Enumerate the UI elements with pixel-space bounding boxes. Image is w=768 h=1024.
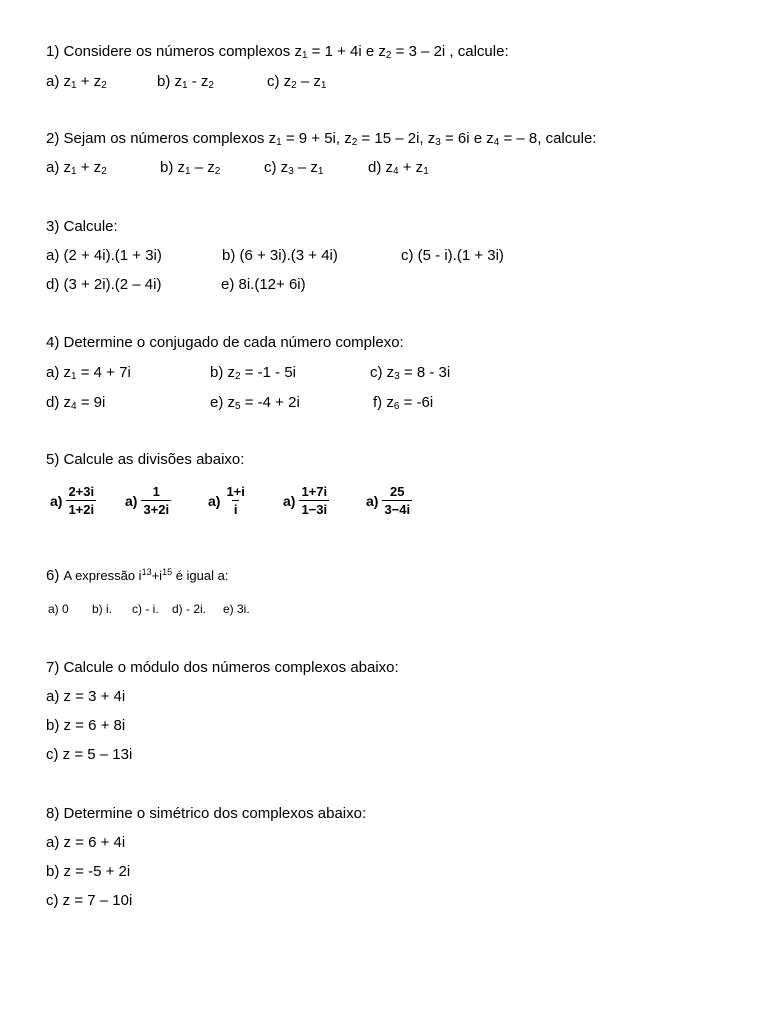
- fraction-denominator: 1+2i: [68, 502, 95, 517]
- q2-statement: 2) Sejam os números complexos $z_1 = 9 + 5i$, $z_2 = 15 - 2i$, $z_3 = 6i$ e $z_4$ = – 8, calcule:: [46, 130, 597, 148]
- q7-item-a: a) z = 3 + 4i: [46, 688, 126, 705]
- fraction-denominator: 1−3i: [301, 502, 328, 517]
- fraction-numerator: 1+7i: [301, 484, 328, 499]
- fraction-label: a): [366, 492, 379, 509]
- q2-item-c: c) $z_3 - z_1$: [264, 159, 324, 177]
- q3-item-e: e) 8i.(12+ 6i): [221, 276, 306, 293]
- q8-item-b: b) z = -5 + 2i: [46, 863, 131, 880]
- q1-item-c: c) $z_2 - z_1$: [267, 73, 327, 91]
- fraction-denominator: 3+2i: [143, 502, 170, 517]
- q4-item-d: d) $z_4 = 9i$: [46, 394, 106, 412]
- q7-title: 7) Calcule o módulo dos números complexos abaixo:: [46, 659, 399, 676]
- q6-option-e: e) 3i.: [223, 602, 250, 616]
- q5-fraction-3: [208, 484, 247, 517]
- q5-fraction-4: [283, 484, 329, 517]
- q1-item-a: a) $z_1 + z_2$: [46, 73, 107, 91]
- fraction-denominator: i: [233, 502, 238, 517]
- q5-title: 5) Calcule as divisões abaixo:: [46, 451, 245, 468]
- q4-item-f: f) $z_6 = -6i$: [373, 394, 434, 412]
- q2-item-a: a) $z_1 + z_2$: [46, 159, 107, 177]
- q2-item-b: b) $z_1 - z_2$: [160, 159, 221, 177]
- fraction-label: a): [50, 492, 63, 509]
- fraction-numerator: 1: [152, 484, 160, 499]
- q4-item-c: c) $z_3 = 8 - 3i$: [370, 364, 451, 382]
- q6-option-a: a) 0: [48, 602, 69, 616]
- fraction-label: a): [208, 492, 221, 509]
- fraction-denominator: 3−4i: [384, 502, 411, 517]
- q3-title: 3) Calcule:: [46, 218, 118, 235]
- q6-option-b: b) i.: [92, 602, 113, 616]
- q4-title: 4) Determine o conjugado de cada número complexo:: [46, 334, 404, 351]
- fraction-numerator: 25: [390, 484, 405, 499]
- fraction-label: a): [283, 492, 296, 509]
- q4-item-b: b) $z_2 = -1 - 5i$: [210, 364, 297, 382]
- q2-item-d: d) $z_4 + z_1$: [368, 159, 429, 177]
- q4-item-a: a) $z_1 = 4 + 7i$: [46, 364, 131, 382]
- q3-item-d: d) (3 + 2i).(2 – 4i): [46, 276, 162, 293]
- fraction-numerator: 1+i: [226, 484, 245, 499]
- q7-item-c: c) z = 5 – 13i: [46, 746, 133, 763]
- q1-statement: 1) Considere os números complexos $z_1 = 1 + 4i$ e $z_2 = 3 - 2i$ , calcule:: [46, 43, 509, 61]
- q8-item-c: c) z = 7 – 10i: [46, 892, 133, 909]
- q5-fraction-5: [366, 484, 412, 517]
- q6-statement: 6) A expressão $i^{13}+i^{15}$ é igual a:: [46, 567, 229, 584]
- q3-item-c: c) (5 - i).(1 + 3i): [401, 247, 504, 264]
- fraction-label: a): [125, 492, 138, 509]
- q6-option-c: c) - i.: [132, 602, 159, 616]
- q4-item-e: e) $z_5 = -4 + 2i$: [210, 394, 300, 412]
- q8-item-a: a) z = 6 + 4i: [46, 834, 126, 851]
- q7-item-b: b) z = 6 + 8i: [46, 717, 126, 734]
- q1-item-b: b) $z_1 - z_2$: [157, 73, 214, 91]
- q6-option-d: d) - 2i.: [172, 602, 207, 616]
- q8-title: 8) Determine o simétrico dos complexos abaixo:: [46, 805, 367, 822]
- fraction-numerator: 2+3i: [68, 484, 95, 499]
- q3-item-b: b) (6 + 3i).(3 + 4i): [222, 247, 338, 264]
- q5-fraction-1: [50, 484, 96, 517]
- q5-fraction-2: [125, 484, 171, 517]
- q3-item-a: a) (2 + 4i).(1 + 3i): [46, 247, 162, 264]
